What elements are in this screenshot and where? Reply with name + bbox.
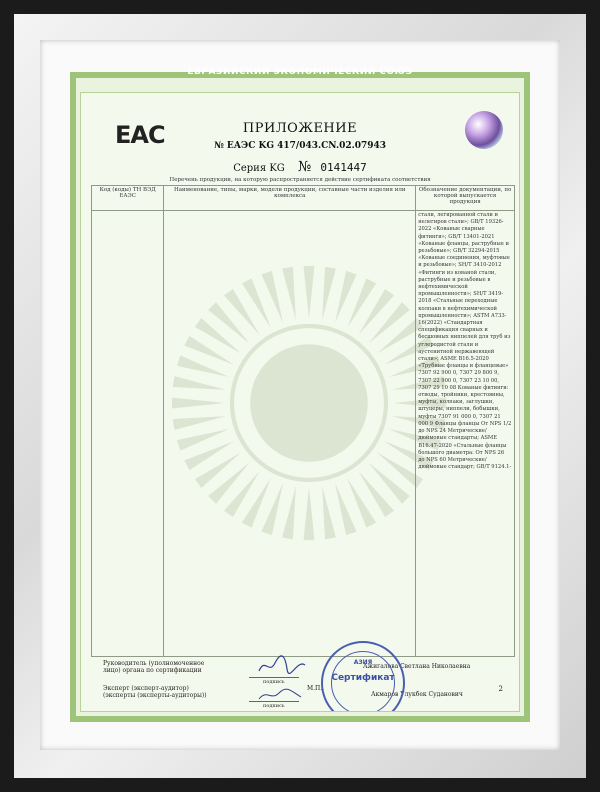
cell-hs-code	[92, 211, 164, 657]
head-signature-scribble	[257, 653, 307, 677]
stamp-label: Сертификат	[331, 673, 395, 683]
series-line	[81, 159, 519, 175]
product-table	[91, 185, 515, 657]
series-label: Серия KG	[233, 163, 285, 174]
header-hs-code: Код (коды) ТН ВЭД ЕАЭС	[92, 186, 164, 211]
certificate-page	[70, 67, 530, 722]
header-product-name: Наименование, типы, марки, модели продукции, составные части изделия или комплекса	[164, 186, 416, 211]
stamp-place-mark: М.П.	[307, 685, 323, 692]
number-sign: №	[297, 159, 312, 175]
head-signature-label: Руководитель (уполномоченное лицо) органа по сертификации	[103, 660, 205, 674]
certificate-body	[80, 92, 520, 712]
cell-documentation	[416, 211, 515, 657]
head-signature-line	[249, 677, 299, 678]
table-row	[92, 211, 515, 657]
certificate-number: № ЕАЭС KG 417/043.CN.02.07943	[213, 141, 387, 151]
expert-signature-scribble	[257, 687, 303, 703]
eac-mark: EAC	[115, 121, 165, 149]
head-name: Ажигалова Светлана Николаевна	[363, 663, 471, 670]
documentation-text: стали, легированной стали и нелегиров стали»; GB/T 19326-2022 «Кованые сварные фитинги»; GB/T 13401-2021 «Кованые фланцы, раструбные и резьбовые»; GB/T 32294-2015 «Кованые соединения, муфтовые и резьбовые»; SH/T 3410-2012 «Фитинги из кованой стали, раструбные и резьбовые в нефтехимической промышленности»; SH/T 3419-2018 «Стальные переходные колпаки в нефтехимической промышленности»; ASTM A733-16(2022) «Стандартная спецификация сварных и бесшовных ниппелей для труб из углеродистой стали и аустенитной нержавеющей стали»; ASME B16.5-2020 «Трубные фланцы и фланцевые» 7307 92 900 0, 7307 29 800 9, 7307 22 900 0, 7307 23 10 00, 7307 29 10 08 Кованые фитинги: отводы, тройники, крестовины, муфты, колпаки, заглушки, штуцеры, ниппели, бобышки, муфты 7307 91 000 0, 7307 21 000 9 Фланцы фланцы От NPS 1/2 до NPS 24 Метрические/дюймовые стандарты; ASME B16.47-2020 «Стальные фланцы большого диаметра: От NPS 26 до NPS 60 Метрические/дюймовые стандарт; GB/T 9124.1-	[418, 212, 512, 471]
expert-signature-label: Эксперт (эксперт-аудитор) (эксперты (эксперты-аудиторы))	[103, 685, 207, 699]
union-banner: ЕВРАЗИЙСКИЙ ЭКОНОМИЧЕСКИЙ СОЮЗ	[187, 67, 413, 77]
document-title: ПРИЛОЖЕНИЕ	[242, 121, 358, 136]
intro-text: Перечень продукции, на которую распространяется действие сертификата соответствия	[169, 177, 431, 183]
expert-signature-caption: подпись	[263, 703, 285, 709]
header-documentation: Обозначение документации, по которой выпускается продукция	[416, 186, 515, 211]
series-number: 0141447	[320, 161, 367, 174]
expert-name: Акмаров Улукбек Суданович	[371, 691, 463, 698]
cell-product-name	[164, 211, 416, 657]
page-number: 2	[498, 685, 503, 693]
table-header-row	[92, 186, 515, 211]
stamp-top-text: АЗИЯ	[353, 659, 373, 666]
head-signature-caption: подпись	[263, 679, 285, 685]
